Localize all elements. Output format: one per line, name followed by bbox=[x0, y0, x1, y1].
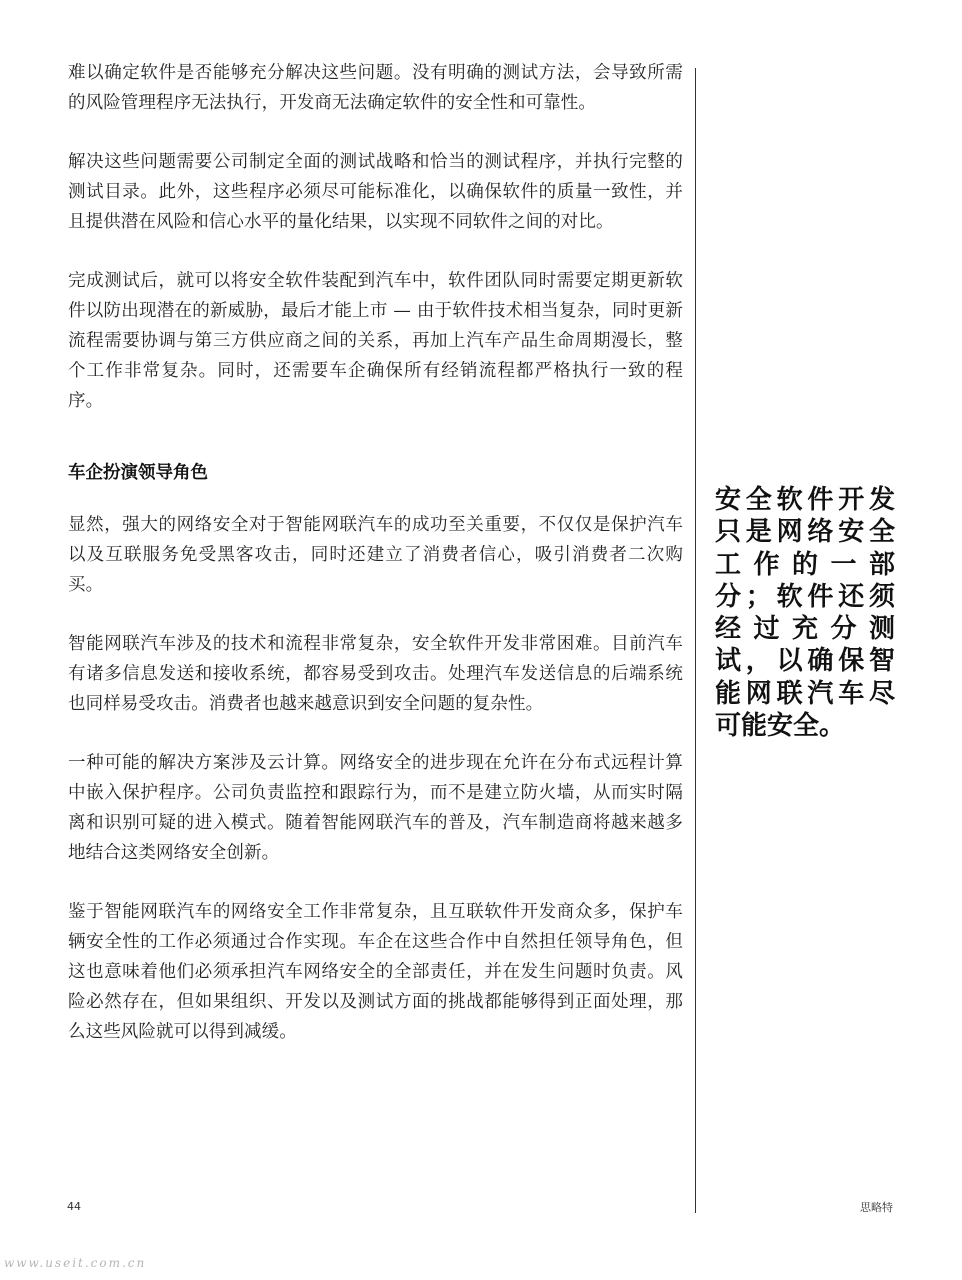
publication-name: 思略特 bbox=[860, 1201, 893, 1214]
paragraph-2: 解决这些问题需要公司制定全面的测试战略和恰当的测试程序，并执行完整的测试目录。此外，这些程序必须尽可能标准化，以确保软件的质量一致性，并且提供潜在风险和信心水平的量化结果，以实现不同软件之间的对比。 bbox=[68, 152, 683, 232]
pull-quote: 安全软件开发只是网络安全工作的一部分；软件还须经过充分测试，以确保智能网联汽车尽可能安全。 bbox=[715, 485, 895, 742]
paragraph-6: 一种可能的解决方案涉及云计算。网络安全的进步现在允许在分布式远程计算中嵌入保护程序。公司负责监控和跟踪行为，而不是建立防火墙，从而实时隔离和识别可疑的进入模式。随着智能网联汽车的普及，汽车制造商将越来越多地结合这类网络安全创新。 bbox=[68, 753, 683, 863]
paragraph-4: 显然，强大的网络安全对于智能网联汽车的成功至关重要，不仅仅是保护汽车以及互联服务免受黑客攻击，同时还建立了消费者信心，吸引消费者二次购买。 bbox=[68, 515, 683, 595]
section-heading: 车企扮演领导角色 bbox=[68, 463, 208, 483]
paragraph-5: 智能网联汽车涉及的技术和流程非常复杂，安全软件开发非常困难。目前汽车有诸多信息发送和接收系统，都容易受到攻击。处理汽车发送信息的后端系统也同样易受攻击。消费者也越来越意识到安全问题的复杂性。 bbox=[68, 634, 683, 714]
article-body bbox=[68, 58, 683, 1047]
paragraph-1: 难以确定软件是否能够充分解决这些问题。没有明确的测试方法，会导致所需的风险管理程序无法执行，开发商无法确定软件的安全性和可靠性。 bbox=[68, 63, 683, 113]
paragraph-7: 鉴于智能网联汽车的网络安全工作非常复杂，且互联软件开发商众多，保护车辆安全性的工作必须通过合作实现。车企在这些合作中自然担任领导角色，但这也意味着他们必须承担汽车网络安全的全部责任，并在发生问题时负责。风险必然存在，但如果组织、开发以及测试方面的挑战都能够得到正面处理，那么这些风险就可以得到减缓。 bbox=[68, 902, 683, 1042]
paragraph-3: 完成测试后，就可以将安全软件装配到汽车中，软件团队同时需要定期更新软件以防出现潜在的新威胁，最后才能上市 — 由于软件技术相当复杂，同时更新流程需要协调与第三方供应商之间的关系，再加上汽车产品生命周期漫长，整个工作非常复杂。同时，还需要车企确保所有经销流程都严格执行一致的程序。 bbox=[68, 271, 683, 411]
page-number: 44 bbox=[67, 1200, 81, 1213]
column-divider bbox=[695, 68, 696, 1213]
watermark: www.useit.com.cn bbox=[4, 1256, 147, 1270]
